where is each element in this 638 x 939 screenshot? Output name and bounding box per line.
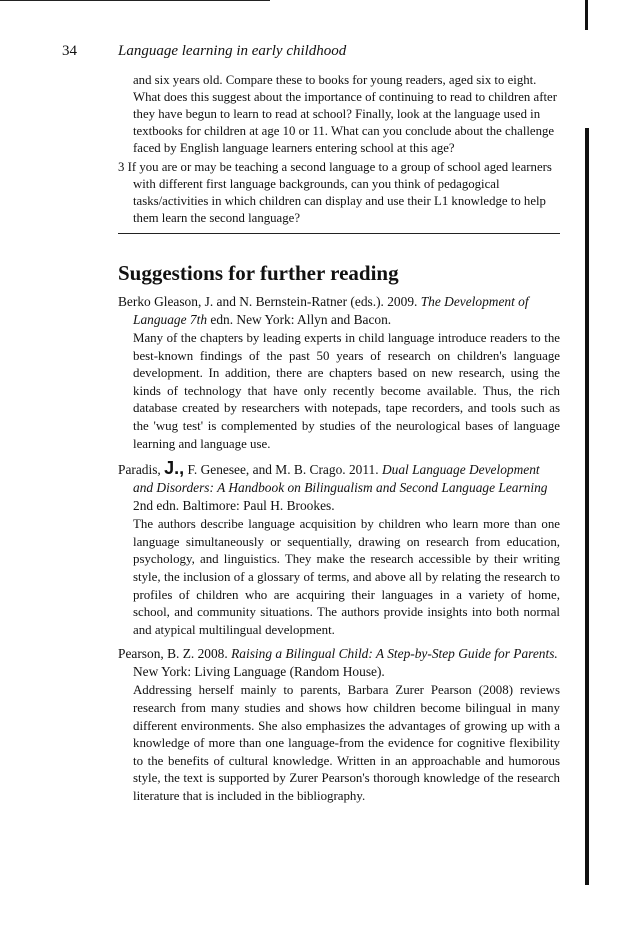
margin-bar-top [585, 0, 588, 30]
running-title: Language learning in early childhood [118, 43, 347, 59]
reading-author-initial: J., [164, 458, 185, 479]
page-content [118, 72, 560, 811]
reading-details: New York: Living Language (Random House). [133, 664, 385, 680]
page-header [62, 43, 346, 60]
reading-description: The authors describe language acquisition by children who learn more than one language simultaneously or sequentially, drawing on research from education, psychology, and linguistics. They make the research accessible by their writing style, the inclusion of a glossary of terms, and above all by relating the research to profiles of children who are acquiring their languages in a variety of home, school, and community situations. The authors provide insights into both normal and atypical multilingual development. [133, 517, 560, 637]
reading-title: Raising a Bilingual Child: A Step-by-Step Guide for Parents. [231, 646, 558, 662]
page-number: 34 [62, 43, 77, 59]
exercise-text: If you are or may be teaching a second language to a group of school aged learners with different first language backgrounds, can you think of pedagogical tasks/activities in which children can display and use their L1 knowledge to help them learn the second language? [127, 160, 552, 225]
reading-authors: Pearson, B. Z. 2008. [118, 646, 228, 662]
section-title: Suggestions for further reading [118, 261, 399, 285]
reading-description: Addressing herself mainly to parents, Barbara Zurer Pearson (2008) reviews research from many studies and shows how children become bilingual in many different environments. She also emphasizes the advantages of growing up with a knowledge of more than one language-from the evidence for cognitive flexibility to the benefits of cultural knowledge. Written in an approachable and humorous style, the text is supported by Zurer Pearson's thorough knowledge of the research literature that is included in the bibliography. [133, 683, 560, 803]
reading-authors-rest: F. Genesee, and M. B. Crago. 2011. [187, 462, 379, 478]
margin-bar-right [585, 128, 589, 885]
reading-details: edn. New York: Allyn and Bacon. [210, 312, 392, 327]
reading-details: 2nd edn. Baltimore: Paul H. Brookes. [133, 498, 335, 514]
reading-description: Many of the chapters by leading experts in child language introduce readers to the best-known findings of the past 50 years of research on children's language development. In addition, there are chapters based on new research, using the kinds of technology that have only recently become available. Thus, the rich database created by researchers with notepads, tape recorders, and tools such as the 'wug test' is complemented by studies of the neurological bases of language learning and language use. [133, 331, 560, 451]
reading-citation [118, 459, 560, 515]
reading-entry [118, 459, 560, 639]
exercise-number: 3 [118, 160, 125, 174]
reading-entry [118, 645, 560, 805]
exercise-3 [118, 159, 560, 227]
reading-citation [118, 293, 560, 329]
exercise-continuation: and six years old. Compare these to books for young readers, aged six to eight. What does this suggest about the importance of continuing to read to children after they have begun to learn to read at school? Finally, look at the language used in textbooks for children at age 10 or 11. What can you conclude about the challenge faced by English language learners entering school at this age? [133, 73, 557, 155]
reading-citation [118, 645, 560, 681]
top-rule [0, 0, 270, 1]
section-divider [118, 233, 560, 234]
reading-title: Dual Language Development and Disorders: A Handbook on Bilingualism and Second Language Learning [133, 462, 548, 496]
reading-entry [118, 293, 560, 453]
reading-title: The Development of Language 7th [133, 294, 529, 327]
reading-authors: Berko Gleason, J. and N. Bernstein-Ratner (eds.). 2009. [118, 294, 418, 309]
reading-authors: Paradis, [118, 462, 161, 478]
